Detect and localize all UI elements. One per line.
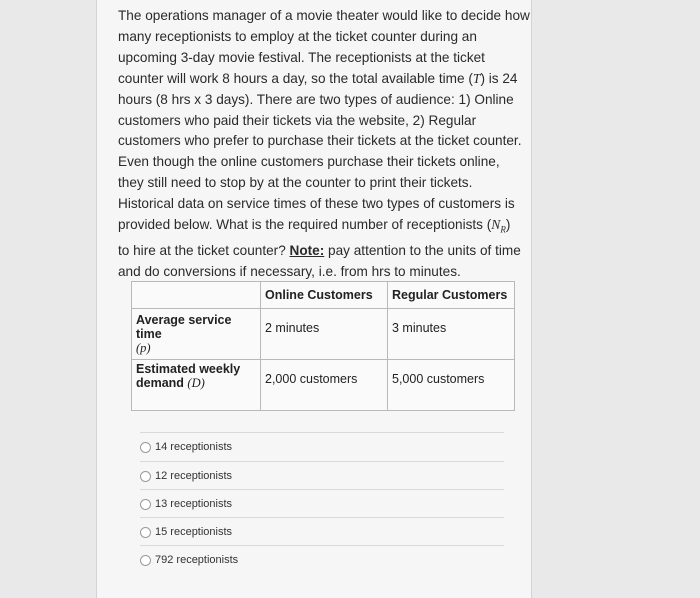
- row-symbol: (D): [187, 376, 205, 390]
- question-line: many receptionists to employ at the ticket counter during an: [118, 28, 477, 44]
- row-label-text: Estimated weekly: [136, 362, 241, 376]
- question-line: upcoming 3-day movie festival. The receptionists at the ticket: [118, 49, 485, 65]
- answer-option-14[interactable]: [140, 439, 232, 455]
- table-row: [132, 360, 515, 411]
- question-line: [118, 215, 528, 241]
- table-header-regular: Regular Customers: [388, 282, 515, 309]
- row-label-text: Average service time: [136, 313, 232, 341]
- answer-option-label: 15 receptionists: [155, 526, 233, 538]
- question-line: [118, 69, 528, 90]
- receptionists-symbol-letter: N: [491, 217, 501, 233]
- question-text-fragment: pay attention to the units of time: [324, 242, 521, 258]
- answer-option-label: 12 receptionists: [155, 470, 233, 482]
- cell-online-demand: 2,000 customers: [261, 360, 388, 411]
- table-header-online: Online Customers: [261, 282, 388, 309]
- radio-button-icon[interactable]: [140, 555, 151, 566]
- cell-regular-service-time: 3 minutes: [388, 309, 515, 360]
- table-header-row: [132, 282, 515, 309]
- table-header-empty: [132, 282, 261, 309]
- question-line: hours (8 hrs x 3 days). There are two types of audience: 1) Online: [118, 91, 514, 107]
- question-line: they still need to stop by at the counter to print their tickets.: [118, 175, 473, 191]
- question-line: Historical data on service times of these two types of customers is: [118, 196, 515, 212]
- radio-button-icon[interactable]: [140, 471, 151, 482]
- table-row: [132, 309, 515, 360]
- question-line: [118, 241, 528, 262]
- cell-regular-demand: 5,000 customers: [388, 360, 515, 411]
- answer-option-12[interactable]: [140, 468, 232, 484]
- answer-option-label: 14 receptionists: [155, 441, 233, 453]
- radio-button-icon[interactable]: [140, 499, 151, 510]
- option-divider: [140, 545, 504, 546]
- question-line: and do conversions if necessary, i.e. from hrs to minutes.: [118, 263, 461, 279]
- option-divider: [140, 461, 504, 462]
- question-text-fragment: provided below. What is the required number of receptionists (: [118, 217, 492, 233]
- question-line: The operations manager of a movie theater would like to decide how: [118, 8, 530, 23]
- cell-online-service-time: 2 minutes: [261, 309, 388, 360]
- question-text-fragment: counter will work 8 hours a day, so the total available time (: [118, 70, 473, 86]
- total-time-symbol: T: [472, 70, 481, 86]
- radio-button-icon[interactable]: [140, 442, 151, 453]
- question-text: [118, 6, 528, 283]
- receptionists-symbol: [491, 217, 506, 235]
- option-divider: [140, 517, 504, 518]
- row-symbol: (p): [136, 341, 151, 355]
- receptionists-symbol-subscript: R: [500, 224, 506, 235]
- option-divider: [140, 489, 504, 490]
- question-line: customers who prefer to purchase their tickets at the ticket counter.: [118, 133, 522, 149]
- question-line: Even though the online customers purchase their tickets online,: [118, 154, 500, 170]
- radio-button-icon[interactable]: [140, 527, 151, 538]
- row-label-weekly-demand: [132, 360, 261, 411]
- answer-option-792[interactable]: [140, 552, 238, 568]
- service-data-table: [131, 281, 515, 411]
- row-label-text: demand: [136, 376, 184, 390]
- question-text-fragment: to hire at the ticket counter?: [118, 242, 290, 258]
- question-line: customers who paid their tickets via the website, 2) Regular: [118, 112, 477, 128]
- note-label: Note:: [289, 242, 325, 258]
- answer-option-15[interactable]: [140, 524, 232, 540]
- option-divider: [140, 432, 504, 433]
- answer-option-label: 13 receptionists: [155, 498, 233, 510]
- answer-option-13[interactable]: [140, 496, 232, 512]
- answer-option-label: 792 receptionists: [155, 554, 239, 566]
- question-text-fragment: ) is 24: [480, 70, 518, 86]
- question-text-fragment: ): [505, 217, 511, 233]
- row-label-service-time: [132, 309, 261, 360]
